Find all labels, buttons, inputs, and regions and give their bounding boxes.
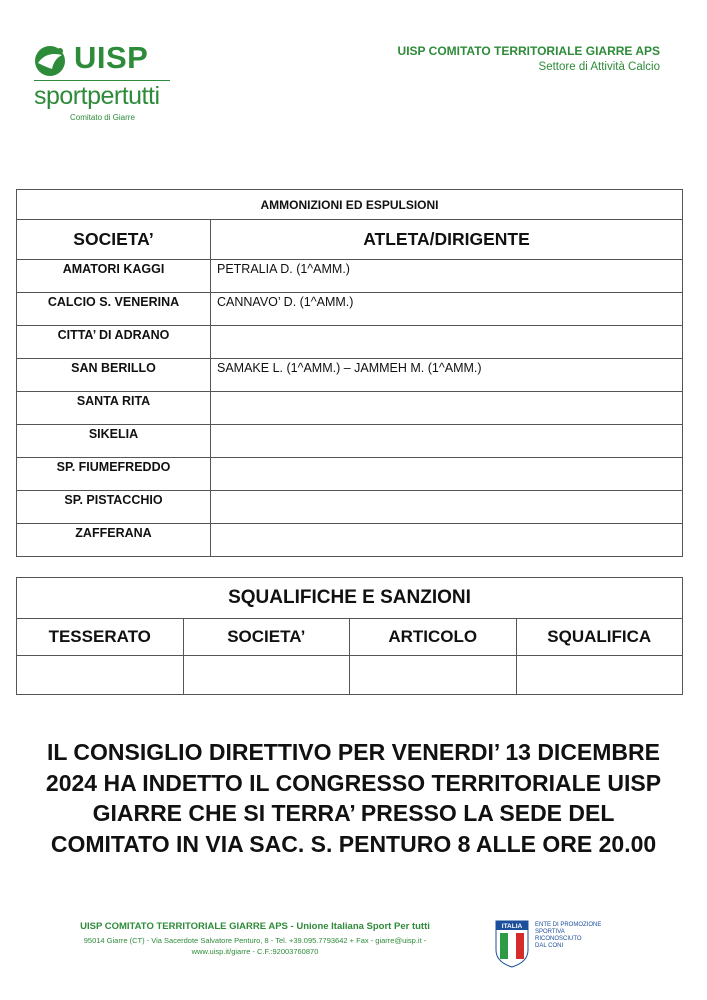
column-header-society: SOCIETA’ xyxy=(183,619,350,656)
empty-cell xyxy=(516,656,683,695)
athlete-cell xyxy=(211,425,683,458)
athlete-cell xyxy=(211,458,683,491)
notice-line: 2024 HA INDETTO IL CONGRESSO TERRITORIALE UISP xyxy=(45,769,662,796)
table-row xyxy=(17,293,683,326)
athlete-cell: SAMAKE L. (1^AMM.) – JAMMEH M. (1^AMM.) xyxy=(211,359,683,392)
sanctions-table xyxy=(16,577,683,695)
footer-organization: UISP COMITATO TERRITORIALE GIARRE APS - Unione Italiana Sport Per tutti xyxy=(80,921,430,932)
notice-line: COMITATO IN VIA SAC. S. PENTURO 8 ALLE ORE 20.00 xyxy=(50,830,657,857)
column-header-society: SOCIETA’ xyxy=(17,220,211,260)
cautions-table xyxy=(16,189,683,557)
athlete-cell xyxy=(211,326,683,359)
uisp-runner-icon xyxy=(32,43,72,79)
uisp-logo xyxy=(30,40,180,130)
coni-line: DAL CONI xyxy=(535,943,564,949)
document-footer xyxy=(30,921,480,957)
logo-brand: UISP xyxy=(74,40,149,75)
athlete-cell xyxy=(211,392,683,425)
table-row xyxy=(17,656,683,695)
logo-subtitle: Comitato di Giarre xyxy=(70,113,135,122)
column-header-member: TESSERATO xyxy=(17,619,184,656)
table-row xyxy=(17,392,683,425)
athlete-cell xyxy=(211,491,683,524)
table-row xyxy=(17,359,683,392)
logo-divider xyxy=(34,80,170,81)
empty-cell xyxy=(350,656,517,695)
logo-tagline: sportpertutti xyxy=(34,82,160,110)
coni-line: ENTE DI PROMOZIONE xyxy=(535,922,602,928)
athlete-cell: CANNAVO’ D. (1^AMM.) xyxy=(211,293,683,326)
column-header-athlete: ATLETA/DIRIGENTE xyxy=(211,220,683,260)
society-cell: SIKELIA xyxy=(17,425,211,458)
society-cell: SANTA RITA xyxy=(17,392,211,425)
society-cell: ZAFFERANA xyxy=(17,524,211,557)
column-header-suspension: SQUALIFICA xyxy=(516,619,683,656)
society-cell: CALCIO S. VENERINA xyxy=(17,293,211,326)
footer-contacts: 95014 Giarre (CT) - Via Sacerdote Salvatore Penturo, 8 - Tel. +39.095.7793642 + Fax - giarre@uisp.it - www.uisp.it/giarre - C.F.:92003760870 xyxy=(83,936,427,956)
table-row xyxy=(17,326,683,359)
coni-line: RICONOSCIUTO xyxy=(535,936,582,942)
congress-notice xyxy=(20,737,687,859)
table-row xyxy=(17,260,683,293)
society-cell: SP. FIUMEFREDDO xyxy=(17,458,211,491)
society-cell: AMATORI KAGGI xyxy=(17,260,211,293)
society-cell: CITTA’ DI ADRANO xyxy=(17,326,211,359)
italia-shield-icon xyxy=(495,920,529,968)
coni-recognition xyxy=(495,920,615,970)
badge-label: ITALIA xyxy=(501,923,523,930)
header-organization: UISP COMITATO TERRITORIALE GIARRE APS xyxy=(397,44,660,58)
table-row xyxy=(17,458,683,491)
cautions-caption: AMMONIZIONI ED ESPULSIONI xyxy=(17,190,683,220)
notice-line: GIARRE CHE SI TERRA’ PRESSO LA SEDE DEL xyxy=(92,800,615,826)
society-cell: SAN BERILLO xyxy=(17,359,211,392)
society-cell: SP. PISTACCHIO xyxy=(17,491,211,524)
document-header xyxy=(398,44,660,73)
empty-cell xyxy=(17,656,184,695)
athlete-cell xyxy=(211,524,683,557)
athlete-cell: PETRALIA D. (1^AMM.) xyxy=(211,260,683,293)
notice-line: IL CONSIGLIO DIRETTIVO PER VENERDI’ 13 DICEMBRE xyxy=(46,739,660,765)
empty-cell xyxy=(183,656,350,695)
sanctions-caption: SQUALIFICHE E SANZIONI xyxy=(17,578,683,619)
coni-line: SPORTIVA xyxy=(535,929,565,935)
column-header-article: ARTICOLO xyxy=(350,619,517,656)
table-row xyxy=(17,524,683,557)
coni-text xyxy=(535,922,601,950)
header-sector: Settore di Attività Calcio xyxy=(538,61,660,73)
table-row xyxy=(17,425,683,458)
table-row xyxy=(17,491,683,524)
